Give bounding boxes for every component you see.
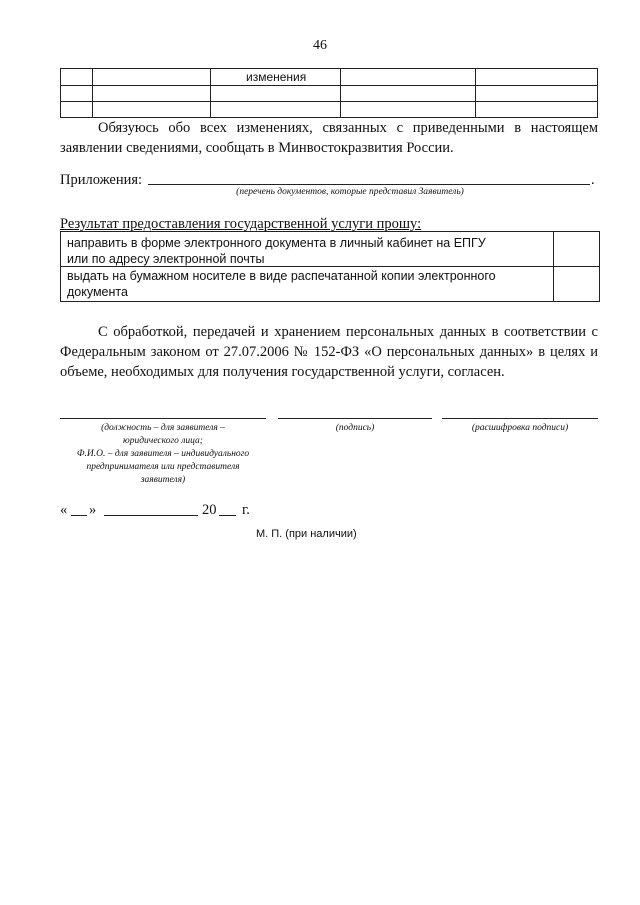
changes-table [60, 68, 598, 118]
result-heading: Результат предоставления государственной услуги прошу: [60, 216, 422, 232]
result-option-line: документа [67, 285, 128, 299]
position-hint-line: предпринимателя или представителя [86, 462, 240, 472]
result-checkbox-paper[interactable] [553, 266, 600, 301]
table-col-divider [210, 69, 211, 117]
date-day-line[interactable] [71, 515, 87, 516]
table-row-divider [61, 101, 597, 102]
date-open-quote: « [60, 502, 68, 518]
result-checkbox-electronic[interactable] [553, 232, 600, 266]
date-year-suffix: г. [242, 502, 250, 518]
position-hint [60, 422, 266, 487]
signature-line[interactable] [278, 418, 432, 419]
obligation-paragraph: Обязуюсь обо всех изменениях, связанных с приведенными в настоящем заявлении сведениями, сообщать в Минвостокразвития России. [60, 120, 598, 156]
result-option-line: выдать на бумажном носителе в виде распечатанной копии электронного [67, 269, 496, 283]
result-option-line: направить в форме электронного документа в личный кабинет на ЕПГУ [67, 236, 486, 250]
table-row-divider [61, 85, 597, 86]
attachments-line[interactable] [148, 184, 590, 185]
date-year-prefix: 20 [202, 502, 217, 518]
attachments-label: Приложения: [60, 172, 143, 188]
table-header-cell: изменения [246, 70, 307, 84]
signature-decode-hint: (расшифровка подписи) [471, 423, 569, 433]
position-hint-line: (должность – для заявителя – [101, 423, 225, 433]
consent-paragraph: С обработкой, передачей и хранением персональных данных в соответствии с Федеральным законом от 27.07.2006 № 152-ФЗ «О персональных данных» в целях и объеме, необходимых для получения государственной услуги, согласен. [60, 324, 598, 380]
signature-hint: (подпись) [335, 423, 375, 433]
result-option-paper[interactable] [61, 268, 557, 300]
stamp-label: М. П. (при наличии) [256, 528, 357, 540]
position-hint-line: Ф.И.О. – для заявителя – индивидуального [76, 449, 250, 459]
result-option-electronic[interactable] [61, 235, 557, 267]
result-option-line: или по адресу электронной почты [67, 252, 265, 266]
signature-decode-line[interactable] [442, 418, 598, 419]
attachments-end-mark: . [591, 172, 595, 188]
table-row-divider [61, 266, 599, 267]
attachments-hint: (перечень документов, которые представил Заявитель) [236, 187, 464, 197]
table-col-divider [92, 69, 93, 117]
position-line[interactable] [60, 418, 266, 419]
date-close-quote: » [89, 502, 97, 518]
position-hint-line: юридического лица; [123, 436, 203, 446]
table-col-divider [340, 69, 341, 117]
table-col-divider [475, 69, 476, 117]
page-number: 46 [313, 38, 327, 53]
date-year-line[interactable] [219, 515, 236, 516]
position-hint-line: заявителя) [140, 475, 186, 485]
date-month-line[interactable] [104, 515, 198, 516]
result-options-table [60, 231, 600, 302]
